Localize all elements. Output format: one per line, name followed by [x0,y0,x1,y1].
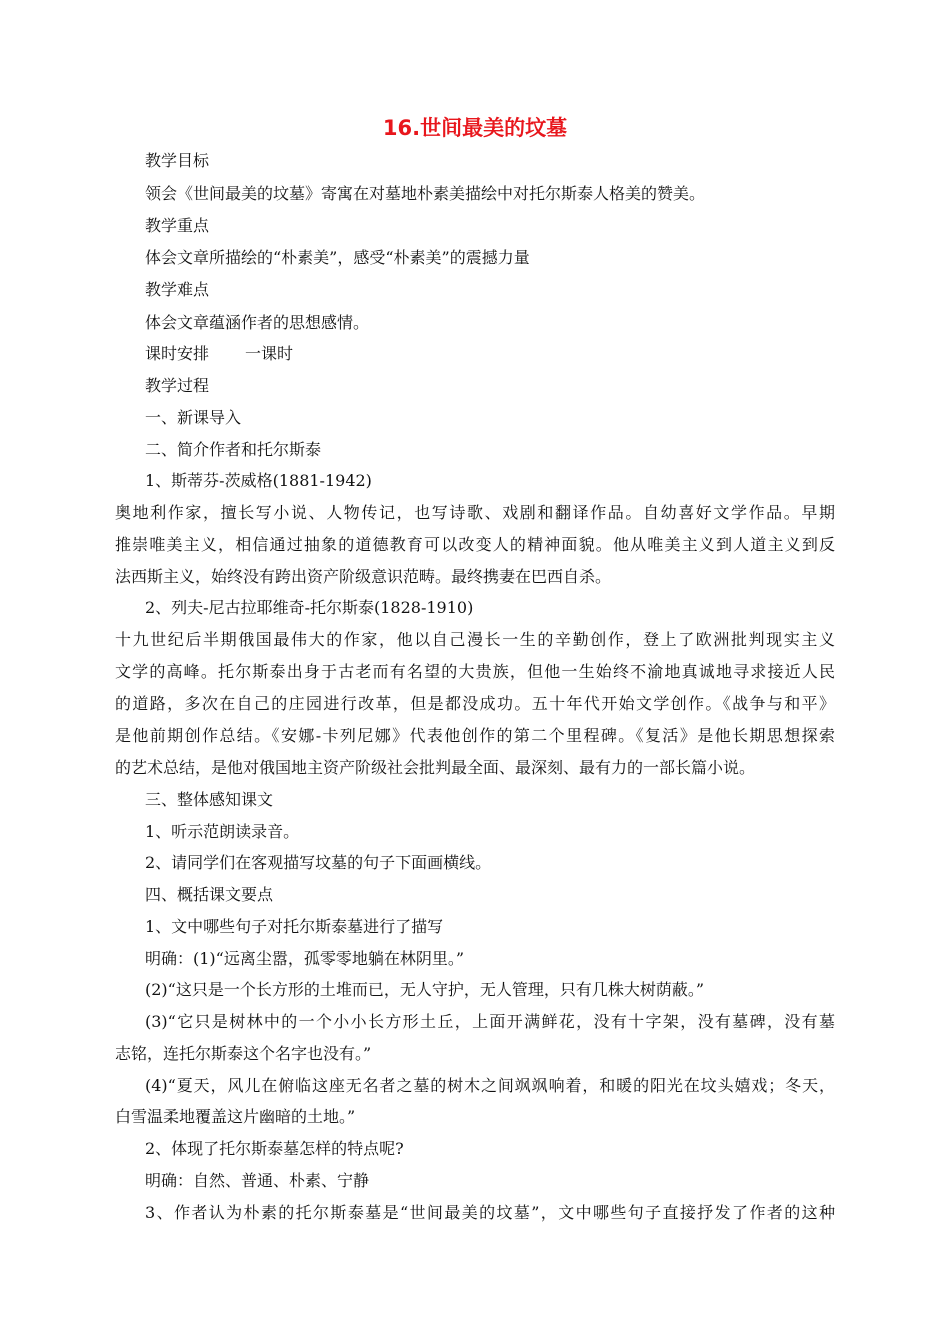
paragraph-line: 推崇唯美主义，相信通过抽象的道德教育可以改变人的精神面貌。他从唯美主义到人道主义到反 [115,535,835,554]
sub-heading: 1、斯蒂芬-茨威格(1881-1942) [145,471,372,490]
answer-line: 白雪温柔地覆盖这片幽暗的土地。” [115,1107,356,1126]
answer-line: (2)“这只是一个长方形的土堆而已，无人守护，无人管理，只有几株大树荫蔽。” [145,980,705,999]
section-heading: 四、概括课文要点 [145,885,274,904]
heading-teaching-goal: 教学目标 [145,151,210,170]
paragraph-line: 文学的高峰。托尔斯泰出身于古老而有名望的大贵族，但他一生始终不渝地真诚地寻求接近人民 [115,662,835,681]
answer-line: 明确：(1)“远离尘嚣，孤零零地躺在林阴里。” [145,949,465,968]
paragraph-line: 奥地利作家，擅长写小说、人物传记，也写诗歌、戏剧和翻译作品。自幼喜好文学作品。早期 [115,503,835,522]
paragraph-line: 法西斯主义，始终没有跨出资产阶级意识范畴。最终携妻在巴西自杀。 [115,567,612,586]
paragraph-line: 是他前期创作总结。《安娜-卡列尼娜》代表他创作的第二个里程碑。《复活》是他长期思想探索 [115,726,835,745]
list-item: 2、请同学们在客观描写坟墓的句子下面画横线。 [145,853,492,872]
paragraph-line: 的艺术总结，是他对俄国地主资产阶级社会批判最全面、最深刻、最有力的一部长篇小说。 [115,758,756,777]
schedule-value: 一课时 [245,344,294,363]
section-heading: 一、新课导入 [145,408,242,427]
answer-line: (4)“夏天，风儿在俯临这座无名者之墓的树木之间飒飒响着，和暖的阳光在坟头嬉戏；冬天， [145,1076,835,1095]
paragraph-line: 领会《世间最美的坟墓》寄寓在对墓地朴素美描绘中对托尔斯泰人格美的赞美。 [145,184,706,203]
paragraph-line: 体会文章蕴涵作者的思想感情。 [145,313,370,332]
section-heading: 三、整体感知课文 [145,790,274,809]
paragraph-line: 体会文章所描绘的“朴素美”，感受“朴素美”的震撼力量 [145,248,530,267]
list-item: 1、听示范朗读录音。 [145,822,300,841]
list-item: 1、文中哪些句子对托尔斯泰墓进行了描写 [145,917,444,936]
list-item: 2、体现了托尔斯泰墓怎样的特点呢? [145,1139,404,1158]
section-heading: 二、简介作者和托尔斯泰 [145,440,322,459]
answer-line: 明确：自然、普通、朴素、宁静 [145,1171,370,1190]
answer-line: 志铭，连托尔斯泰这个名字也没有。” [115,1044,372,1063]
heading-key-point: 教学重点 [145,216,210,235]
paragraph-line: 十九世纪后半期俄国最伟大的作家，他以自己漫长一生的辛勤创作，登上了欧洲批判现实主义 [115,630,835,649]
sub-heading: 2、列夫-尼古拉耶维奇-托尔斯泰(1828-1910) [145,598,474,617]
answer-line: (3)“它只是树林中的一个小小长方形土丘，上面开满鲜花，没有十字架，没有墓碑，没有墓 [145,1012,835,1031]
heading-difficulty: 教学难点 [145,280,210,299]
list-item: 3、作者认为朴素的托尔斯泰墓是“世间最美的坟墓”，文中哪些句子直接抒发了作者的这种 [145,1203,835,1222]
paragraph-line: 的道路，多次在自己的庄园进行改革，但是都没成功。五十年代开始文学创作。《战争与和平》 [115,694,835,713]
heading-process: 教学过程 [145,376,210,395]
document-title: 16.世间最美的坟墓 [382,116,568,140]
class-schedule [145,344,293,364]
schedule-label: 课时安排 [145,344,210,363]
